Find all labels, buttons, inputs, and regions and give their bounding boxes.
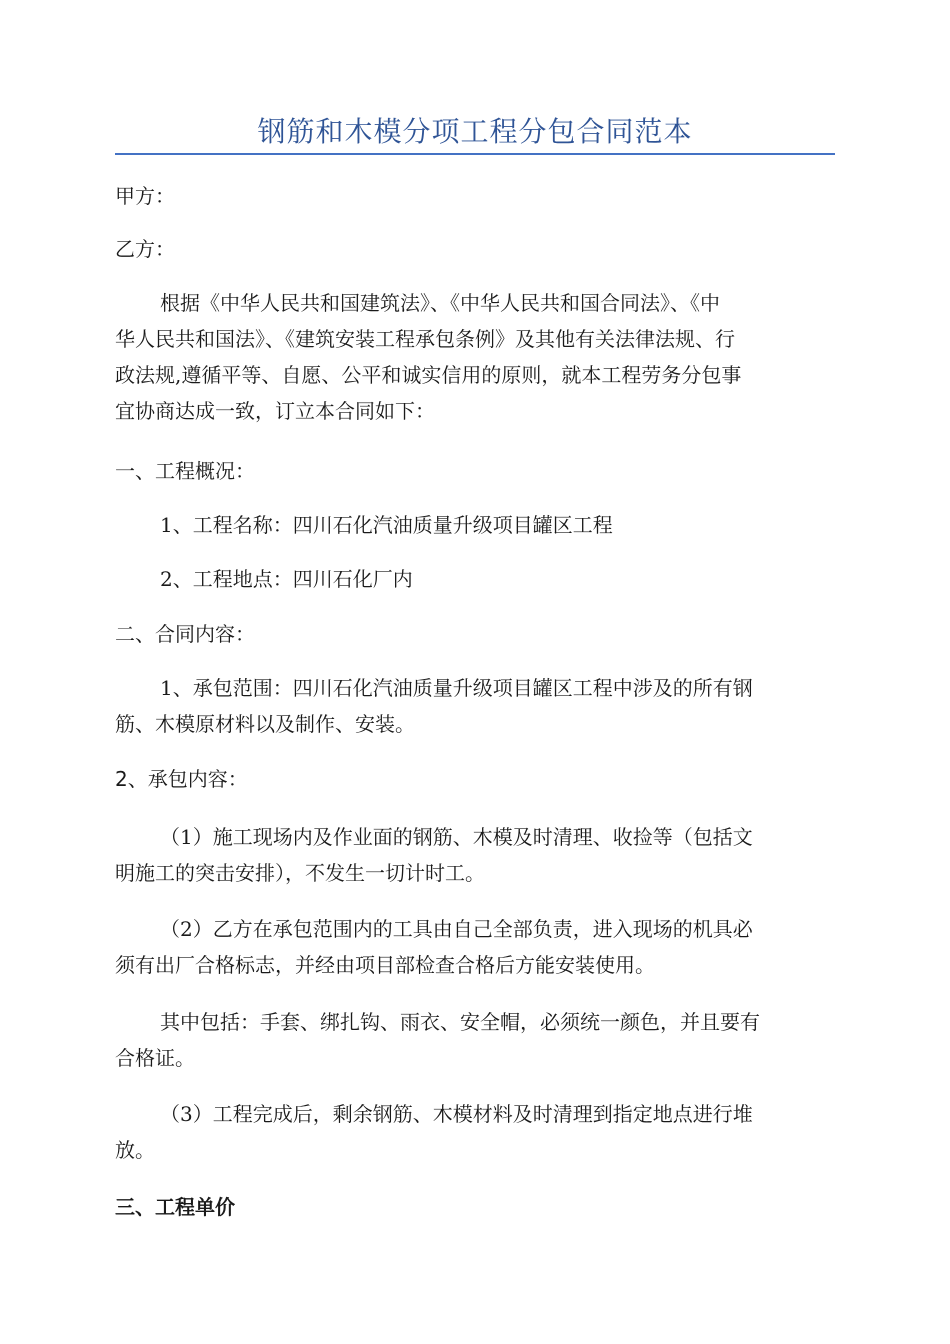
clause3-line: 放。 xyxy=(115,1138,155,1162)
party-b-label: 乙方： xyxy=(115,237,175,261)
intro-line: 宜协商达成一致，订立本合同如下： xyxy=(115,399,435,423)
project-name: 1、工程名称：四川石化汽油质量升级项目罐区工程 xyxy=(160,513,613,537)
clause2-line: 须有出厂合格标志，并经由项目部检查合格后方能安装使用。 xyxy=(115,953,655,977)
includes-line: 合格证。 xyxy=(115,1046,195,1070)
clause2-line: （2）乙方在承包范围内的工具由自己全部负责，进入现场的机具必 xyxy=(160,917,753,941)
clause1-line: （1）施工现场内及作业面的钢筋、木模及时清理、收捡等（包括文 xyxy=(160,825,753,849)
content-heading-text: 2、承包内容： xyxy=(115,767,248,791)
intro-line: 根据《中华人民共和国建筑法》、《中华人民共和国合同法》、《中 xyxy=(160,291,720,315)
clause3-line: （3）工程完成后，剩余钢筋、木模材料及时清理到指定地点进行堆 xyxy=(160,1102,753,1126)
intro-line: 政法规,遵循平等、自愿、公平和诚实信用的原则，就本工程劳务分包事 xyxy=(115,363,742,387)
includes-line: 其中包括：手套、绑扎钩、雨衣、安全帽，必须统一颜色，并且要有 xyxy=(160,1010,760,1034)
includes-paragraph xyxy=(115,1004,835,1076)
scope-line: 1、承包范围：四川石化汽油质量升级项目罐区工程中涉及的所有钢 xyxy=(160,676,753,700)
clause1-paragraph xyxy=(115,819,835,891)
party-a-label: 甲方： xyxy=(115,184,175,208)
section3-heading: 三、工程单价 xyxy=(115,1195,235,1219)
scope-paragraph xyxy=(115,670,835,742)
clause3-paragraph xyxy=(115,1096,835,1168)
content-heading xyxy=(115,761,835,797)
intro-line: 华人民共和国法》、《建筑安装工程承包条例》及其他有关法律法规、行 xyxy=(115,327,735,351)
project-location: 2、工程地点：四川石化厂内 xyxy=(160,567,413,591)
title-underline xyxy=(115,153,835,155)
document-title: 钢筋和木模分项工程分包合同范本 xyxy=(257,115,693,148)
section2-heading: 二、合同内容： xyxy=(115,622,255,646)
clause2-paragraph xyxy=(115,911,835,983)
intro-paragraph xyxy=(115,285,835,429)
section1-heading: 一、工程概况： xyxy=(115,459,255,483)
scope-line: 筋、木模原材料以及制作、安装。 xyxy=(115,712,415,736)
clause1-line: 明施工的突击安排），不发生一切计时工。 xyxy=(115,861,485,885)
